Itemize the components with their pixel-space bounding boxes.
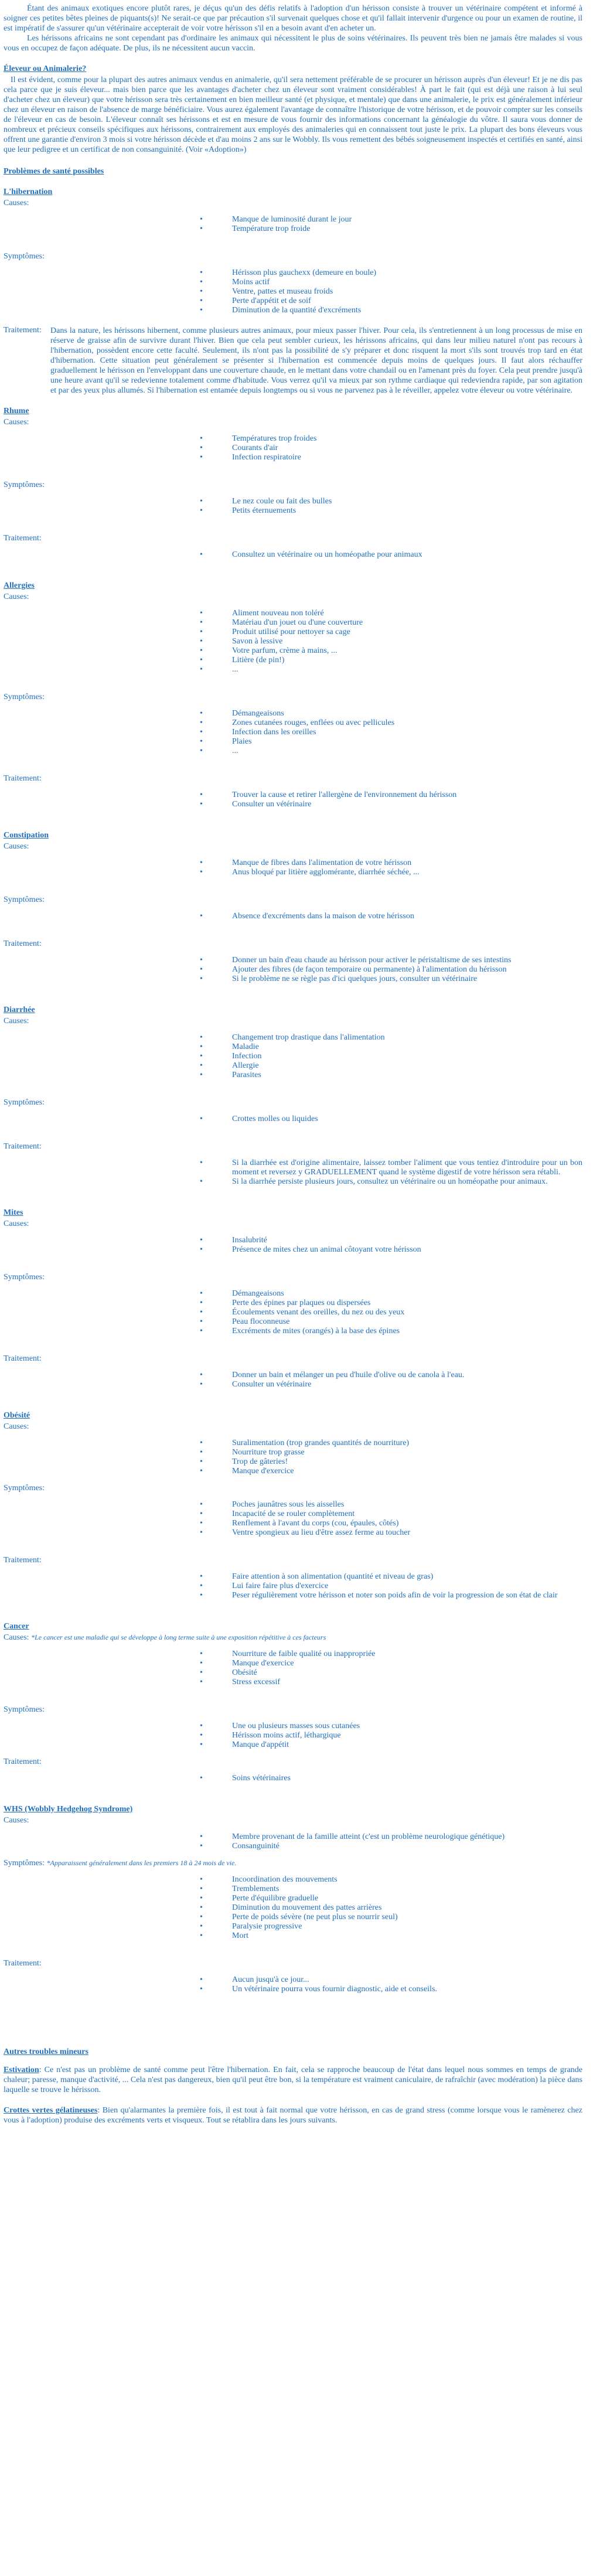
symptoms-label: Symptômes:: [4, 1273, 45, 1282]
causes-list: [4, 609, 582, 674]
list-item: • Manque de luminosité durant le jour: [4, 215, 582, 224]
causes-label: Causes:: [4, 842, 29, 851]
list-item: • Absence d'excréments dans la maison de votre hérisson: [4, 912, 582, 921]
list-item: • Suralimentation (trop grandes quantités de nourriture): [4, 1439, 582, 1448]
list-item: • Ventre, pattes et museau froids: [4, 287, 582, 297]
symptoms-label-row: [4, 1858, 582, 1868]
intro-paragraph: Étant des animaux exotiques encore plutôt rares, je déçus qu'un des défis relatifs à l'adoption d'un hérisson consiste à trouver un vétérinaire compétent et informé à soigner ces petites bêtes pleines de piquants(s)! Ne serait-ce que par précaution s'il survenait quelques chose et qu'il fallait intervenir d'urgence ou pour un examen de routine, il est impératif de s'assurer qu'un vétérinaire accepterait de voir votre hérisson s'il en a besoin avant d'en acheter un.: [4, 4, 582, 33]
list-item: • Nourriture trop grasse: [4, 1448, 582, 1457]
symptoms-list: [4, 497, 582, 516]
list-item: • Nourriture de faible qualité ou inappropriée: [4, 1650, 582, 1659]
section-heading: Diarrhée: [4, 1006, 35, 1014]
list-item: • Température trop froide: [4, 224, 582, 234]
section-heading: Obésité: [4, 1411, 30, 1420]
list-item: • Changement trop drastique dans l'alimentation: [4, 1033, 582, 1042]
list-item: • Manque de fibres dans l'alimentation de votre hérisson: [4, 858, 582, 868]
list-item: • Perte de poids sévère (ne peut plus se nourrir seul): [4, 1913, 582, 1922]
list-item: • Lui faire faire plus d'exercice: [4, 1582, 582, 1591]
list-item: • Poches jaunâtres sous les aisselles: [4, 1500, 582, 1510]
list-item: • Perte d'appétit et de soif: [4, 297, 582, 306]
estivation-paragraph: [4, 2065, 582, 2095]
list-item: • Matériau d'un jouet ou d'une couverture: [4, 618, 582, 628]
causes-label: Causes:: [4, 1017, 29, 1025]
treatment-list: [4, 790, 582, 809]
section-heading: WHS (Wobbly Hedgehog Syndrome): [4, 1805, 133, 1814]
symptoms-note: *Apparaissent généralement dans les premiers 18 à 24 mois de vie.: [46, 1859, 237, 1867]
list-item: • Si la diarrhée est d'origine alimentaire, laissez tomber l'aliment que vous tentiez d'introduire pour un bon moment et reversez y GRADUELLEMENT quand le système digestif de votre hérisson sera rétabli.: [4, 1158, 582, 1177]
treatment-label: Traitement:: [4, 326, 42, 335]
section-heading: Rhume: [4, 407, 29, 415]
list-item: • Peau floconneuse: [4, 1317, 582, 1327]
causes-list: [4, 1236, 582, 1255]
intro-paragraph: Les hérissons africains ne sont cependant pas d'ordinaire les animaux qui nécessitent le plus de soins vétérinaires. Ils peuvent très bien ne jamais être malades si vous vous en occupez de façon adéquate. De plus, ils ne nécessitent aucun vaccin.: [4, 34, 582, 53]
list-item: • Tremblements: [4, 1885, 582, 1894]
causes-label: Causes:: [4, 1219, 29, 1228]
list-item: • Manque d'appétit: [4, 1740, 582, 1750]
list-item: • Ajouter des fibres (de façon temporaire ou permanente) à l'alimentation du hérisson: [4, 965, 582, 974]
section-others: [4, 2047, 582, 2125]
section-mites: [4, 1208, 582, 1389]
list-item: • Incapacité de se rouler complètement: [4, 1510, 582, 1519]
list-item: • Trop de gâteries!: [4, 1457, 582, 1467]
list-item: • Perte d'équilibre graduelle: [4, 1894, 582, 1903]
symptoms-label: Symptômes:: [4, 1098, 45, 1107]
list-item: • Excréments de mites (orangés) à la base des épines: [4, 1327, 582, 1336]
list-item: • Litière (de pin!): [4, 656, 582, 665]
health-title: Problèmes de santé possibles: [4, 167, 104, 176]
list-item: • Perte des épines par plaques ou dispersées: [4, 1299, 582, 1308]
list-item: • Présence de mites chez un animal côtoyant votre hérisson: [4, 1245, 582, 1255]
causes-list: [4, 1439, 582, 1476]
section-heading: L'hibernation: [4, 188, 53, 196]
list-item: • Faire attention à son alimentation (quantité et niveau de gras): [4, 1572, 582, 1582]
list-item: • Allergie: [4, 1061, 582, 1071]
causes-list: [4, 215, 582, 234]
list-item: • Stress excessif: [4, 1678, 582, 1687]
list-item: • Aucun jusqu'à ce jour...: [4, 1975, 582, 1985]
list-item: • Si le problème ne se règle pas d'ici quelques jours, consulter un vétérinaire: [4, 974, 582, 984]
treatment-label: Traitement:: [4, 939, 42, 948]
symptoms-label: Symptômes:: [4, 1484, 45, 1493]
list-item: • Diminution du mouvement des pattes arrières: [4, 1903, 582, 1913]
list-item: • Zones cutanées rouges, enflées ou avec pellicules: [4, 718, 582, 728]
treatment-label: Traitement:: [4, 774, 42, 783]
list-item: • Trouver la cause et retirer l'allergène de l'environnement du hérisson: [4, 790, 582, 800]
crottes-text: : Bien qu'alarmantes la première fois, il est tout à fait normal que votre hérisson, en cas de grand stress (comme lorsque vous le ramènerez chez vous à l'adoption) produise des excréments verts et visqueux. Tout se rétablira dans les jours suivants.: [4, 2106, 582, 2125]
list-item: • Peser régulièrement votre hérisson et noter son poids afin de voir la progression de son état de clair: [4, 1591, 582, 1600]
symptoms-label: Symptômes:: [4, 252, 45, 261]
causes-label: Causes:: [4, 1633, 29, 1642]
section-constipation: [4, 830, 582, 984]
list-item: • Donner un bain et mélanger un peu d'huile d'olive ou de canola à l'eau.: [4, 1371, 582, 1380]
causes-label: Causes:: [4, 418, 29, 427]
causes-label-row: [4, 1633, 582, 1643]
list-item: • Diminution de la quantité d'excréments: [4, 306, 582, 315]
breeder-heading: Éleveur ou Animalerie?: [4, 64, 87, 73]
list-item: • Démangeaisons: [4, 1289, 582, 1299]
list-item: • Aliment nouveau non toléré: [4, 609, 582, 618]
causes-list: [4, 1832, 582, 1851]
list-item: • Températures trop froides: [4, 434, 582, 444]
section-cancer: [4, 1621, 582, 1783]
list-item: • Consulter un vétérinaire: [4, 1380, 582, 1389]
treatment-list: [4, 1572, 582, 1600]
symptoms-list: [4, 268, 582, 315]
treatment-label: Traitement:: [4, 1959, 42, 1968]
list-item: • Produit utilisé pour nettoyer sa cage: [4, 628, 582, 637]
list-item: • Infection dans les oreilles: [4, 728, 582, 737]
treatment-list: [4, 1774, 582, 1783]
treatment-label: Traitement:: [4, 534, 42, 543]
causes-label: Causes:: [4, 1422, 29, 1431]
list-item: • Savon à lessive: [4, 637, 582, 646]
treatment-label: Traitement:: [4, 1142, 42, 1151]
section-rhume: [4, 406, 582, 560]
symptoms-label: Symptômes:: [4, 1859, 45, 1868]
treatment-text: Dans la nature, les hérissons hibernent, comme plusieurs autres animaux, pour mieux passer l'hiver. Pour cela, ils s'entretiennent à un long processus de mise en réserve de graisse afin de survivre durant l'hiver. Bien que cela peut sembler curieux, les hérissons africains, qui dans leur milieu naturel n'ont pas recours à l'hibernation, possèdent encore cette faculté. Seulement, ils n'ont pas la possibilité de s'y préparer et donc risquent la mort s'ils sont trouvés trop tard en état d'hibernation. Cette situation peut généralement se présenter si l'hibernation est commencée depuis moins de quelques jours. Il faut alors réchauffer graduellement le hérisson en l'enveloppant dans une couverture chaude, en le mettant dans votre chandail ou en l'amenant près du foyer. Cela peut prendre jusqu'à une heure avant qu'il se redevienne totalement comme d'habitude. Vous verrez qu'il va mieux par son rythme cardiaque qui redeviendra rapide, par son agitation et par des yeux plus allumés. Si l'hibernation est entamée depuis longtemps ou si vous ne parvenez pas à le réveiller, appelez votre éleveur ou votre vétérinaire.: [50, 326, 582, 395]
crottes-paragraph: [4, 2105, 582, 2125]
list-item: • Incoordination des mouvements: [4, 1875, 582, 1885]
list-item: • Donner un bain d'eau chaude au hérisson pour activer le péristaltisme de ses intestins: [4, 956, 582, 965]
list-item: • Anus bloqué par litière agglomérante, diarrhée séchée, ...: [4, 868, 582, 877]
list-item: • Insalubrité: [4, 1236, 582, 1245]
section-whs: [4, 1804, 582, 1994]
intro: [4, 4, 582, 53]
treatment-list: [4, 550, 582, 560]
treatment-list: [4, 956, 582, 984]
symptoms-list: [4, 1722, 582, 1750]
symptoms-label: Symptômes:: [4, 1705, 45, 1714]
symptoms-list: [4, 1115, 582, 1124]
list-item: • Paralysie progressive: [4, 1922, 582, 1931]
list-item: • Si la diarrhée persiste plusieurs jours, consultez un vétérinaire ou un homéopathe pour animaux.: [4, 1177, 582, 1187]
section-obesite: [4, 1410, 582, 1600]
crottes-label: Crottes vertes gélatineuses: [4, 2106, 98, 2115]
list-item: • Votre parfum, crème à mains, ...: [4, 646, 582, 656]
section-heading: Allergies: [4, 581, 35, 590]
list-item: • Ventre spongieux au lieu d'être assez ferme au toucher: [4, 1528, 582, 1538]
treatment-row: [4, 326, 582, 396]
list-item: • Infection: [4, 1052, 582, 1061]
causes-label: Causes:: [4, 1816, 29, 1825]
list-item: • Petits éternuements: [4, 506, 582, 516]
symptoms-list: [4, 709, 582, 756]
list-item: • Manque d'exercice: [4, 1659, 582, 1668]
treatment-label: Traitement:: [4, 1757, 42, 1766]
list-item: • Moins actif: [4, 278, 582, 287]
section-heading: Autres troubles mineurs: [4, 2047, 88, 2056]
causes-list: [4, 858, 582, 877]
symptoms-label: Symptômes:: [4, 895, 45, 904]
spacer: [4, 2001, 582, 2036]
list-item: • Renflement à l'avant du corps (cou, épaules, côtés): [4, 1519, 582, 1528]
causes-list: [4, 1650, 582, 1687]
symptoms-label: Symptômes:: [4, 693, 45, 701]
causes-list: [4, 1033, 582, 1080]
causes-list: [4, 434, 582, 462]
list-item: • ...: [4, 665, 582, 674]
symptoms-list: [4, 912, 582, 921]
list-item: • Plaies: [4, 737, 582, 747]
section-heading: Mites: [4, 1208, 23, 1217]
section-allergies: [4, 581, 582, 809]
treatment-list: [4, 1158, 582, 1187]
symptoms-label: Symptômes:: [4, 481, 45, 489]
list-item: • Mort: [4, 1931, 582, 1941]
breeder-text: Il est évident, comme pour la plupart des autres animaux vendus en animalerie, qu'il sera nettement préférable de se procurer un hérisson auprès d'un éleveur! Et je ne dis pas cela parce que je suis éleveur... mais bien parce que les avantages d'acheter chez un éleveur sont vraiment considérables! À part le fait (qui est déjà une raison à lui seul d'acheter chez un éleveur) que votre hérisson sera très certainement en bien meilleur santé (et physique, et mentale) que dans une animalerie, le prix est généralement inférieur chez un éleveur en raison de l'absence de marge bénéficiaire. Vous aurez également l'avantage de connaître l'historique de votre hérisson, et de pouvoir compter sur les conseils de l'éleveur en cas de besoin. L'éleveur connaît ses hérissons et est en mesure de vous fournir des informations concernant la généalogie du vôtre. Il saura vous donner de nombreux et précieux conseils spécifiques aux hérissons, contrairement aux employés des animaleries qui en connaissent tout juste le prix. La plupart des bons éleveurs vous offrent une garantie d'environ 3 mois si votre hérisson décède et d'au moins 2 ans sur le Wobbly. Ils vous remettent des bébés soigneusement inspectés et certifiés en santé, ainsi que leur pedigree et un certificat de non consanguinité. (Voir «Adoption»): [4, 76, 582, 154]
causes-note: *Le cancer est une maladie qui se développe à long terme suite à une exposition répétitive à ces facteurs: [31, 1633, 326, 1641]
list-item: • Démangeaisons: [4, 709, 582, 718]
list-item: • Hérisson plus gauchexx (demeure en boule): [4, 268, 582, 278]
treatment-label: Traitement:: [4, 1556, 42, 1565]
list-item: • Le nez coule ou fait des bulles: [4, 497, 582, 506]
section-hibernation: [4, 187, 582, 396]
symptoms-list: [4, 1289, 582, 1336]
list-item: • Consultez un vétérinaire ou un homéopathe pour animaux: [4, 550, 582, 560]
list-item: • Crottes molles ou liquides: [4, 1115, 582, 1124]
treatment-list: [4, 1371, 582, 1389]
list-item: • Manque d'exercice: [4, 1467, 582, 1476]
causes-label: Causes:: [4, 199, 29, 207]
list-item: • Soins vétérinaires: [4, 1774, 582, 1783]
list-item: • Maladie: [4, 1042, 582, 1052]
list-item: • Consanguinité: [4, 1842, 582, 1851]
list-item: • Une ou plusieurs masses sous cutanées: [4, 1722, 582, 1731]
list-item: • Hérisson moins actif, léthargique: [4, 1731, 582, 1740]
treatment-list: [4, 1975, 582, 1994]
list-item: • Écoulements venant des oreilles, du nez ou des yeux: [4, 1308, 582, 1317]
symptoms-list: [4, 1875, 582, 1941]
section-diarrhee: [4, 1005, 582, 1187]
list-item: • Courants d'air: [4, 444, 582, 453]
section-heading: Cancer: [4, 1622, 29, 1631]
list-item: • Un vétérinaire pourra vous fournir diagnostic, aide et conseils.: [4, 1985, 582, 1994]
list-item: • Obésité: [4, 1668, 582, 1678]
causes-label: Causes:: [4, 592, 29, 601]
list-item: • Membre provenant de la famille atteint (c'est un problème neurologique génétique): [4, 1832, 582, 1842]
estivation-label: Estivation: [4, 2066, 39, 2074]
estivation-text: : Ce n'est pas un problème de santé comme peut l'être l'hibernation. En fait, cela se rapproche beaucoup de l'état dans lequel nous sommes en temps de grande chaleur; paresse, manque d'activité, ... Cela n'est pas dangereux, bien qu'il peut être bon, si la température est vraiment caniculaire, de rafraîchir (avec modération) la pièce dans laquelle se trouve le hérisson.: [4, 2066, 582, 2094]
treatment-label: Traitement:: [4, 1354, 42, 1363]
list-item: • Infection respiratoire: [4, 453, 582, 462]
list-item: • Parasites: [4, 1071, 582, 1080]
symptoms-list: [4, 1500, 582, 1538]
section-heading: Constipation: [4, 831, 49, 840]
list-item: • ...: [4, 747, 582, 756]
list-item: • Consulter un vétérinaire: [4, 800, 582, 809]
